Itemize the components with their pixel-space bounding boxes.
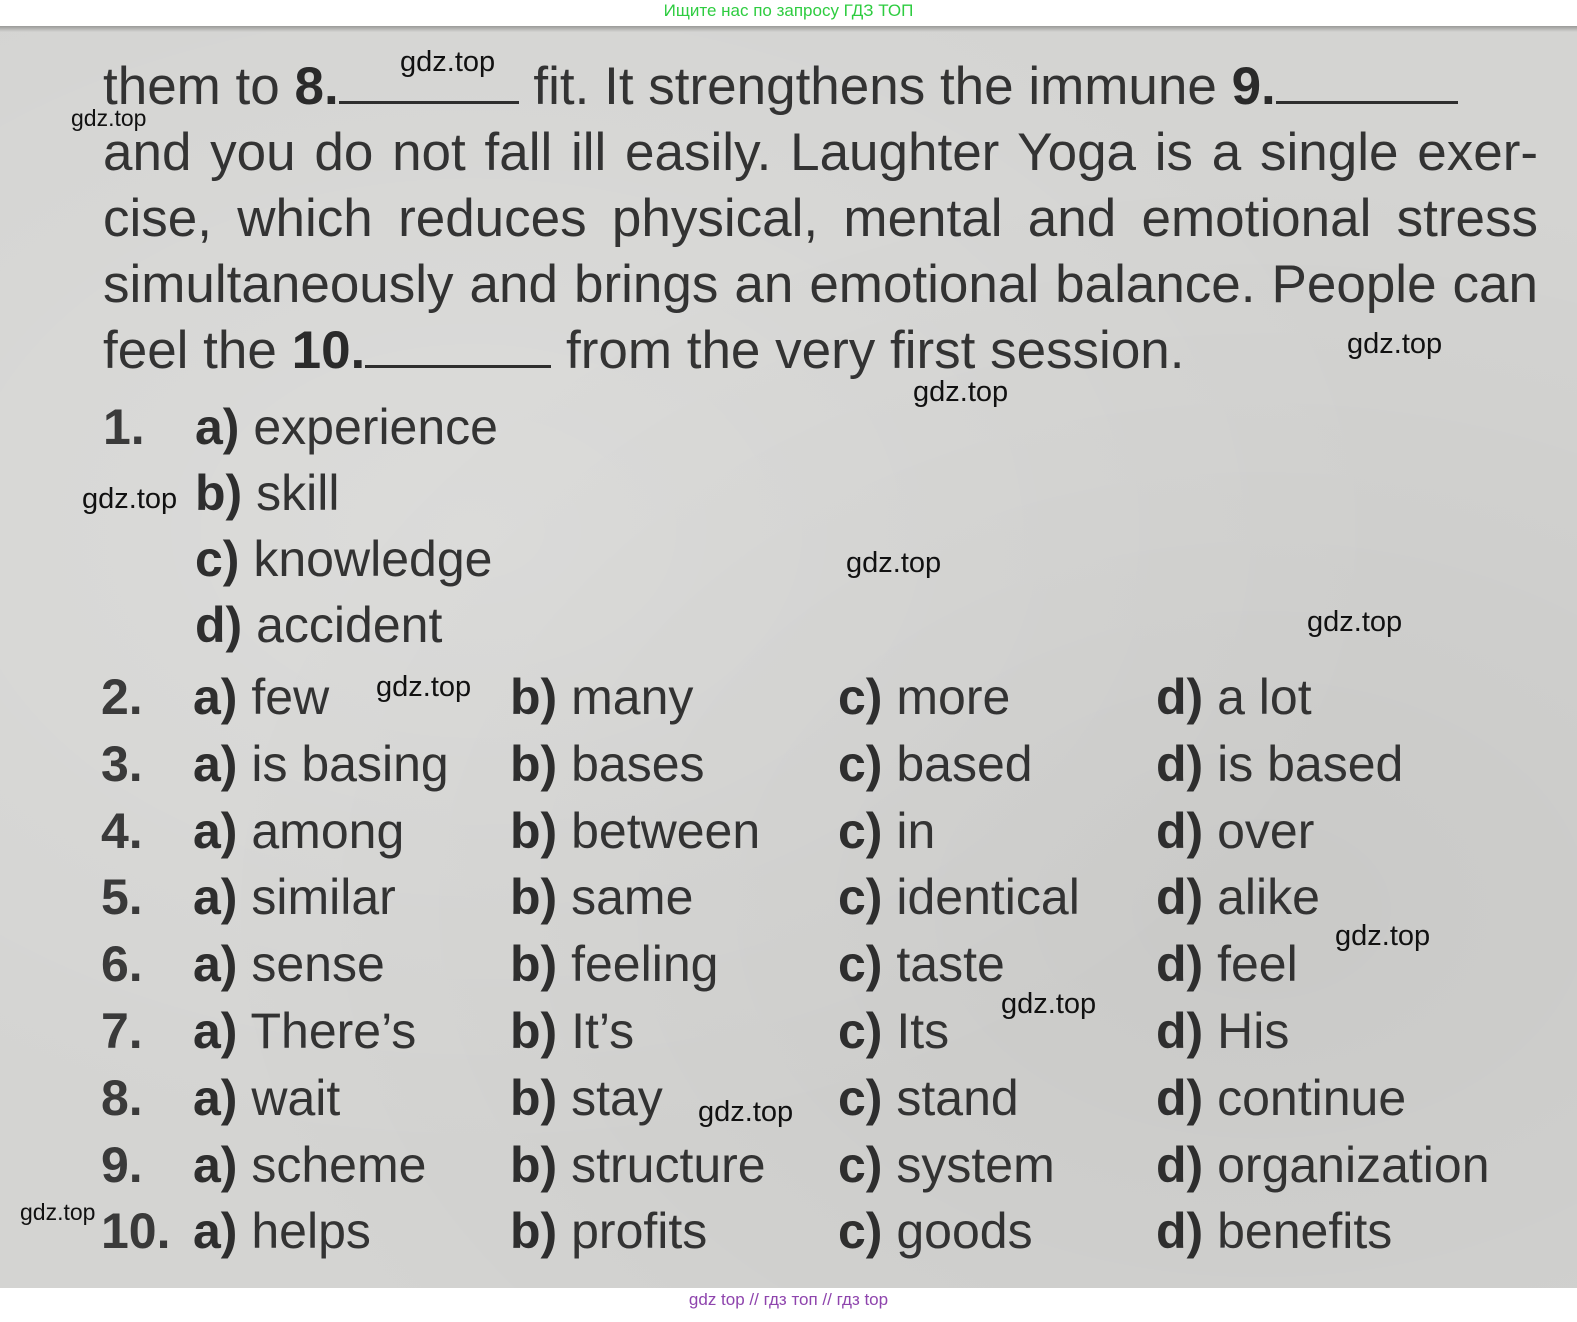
question-number <box>103 394 145 460</box>
gap-number-8: 8. <box>294 57 339 116</box>
option-text: structure <box>571 1136 766 1193</box>
option-letter: b) <box>510 1136 558 1193</box>
option-letter: b) <box>510 936 558 993</box>
option-7d <box>1156 998 1289 1064</box>
option-letter: b) <box>510 1069 558 1126</box>
option-letter: d) <box>1156 1069 1204 1126</box>
watermark: gdz.top <box>400 46 496 78</box>
option-9d <box>1156 1132 1490 1198</box>
question-number <box>101 1198 171 1264</box>
passage-line-3: cise, which reduces physical, mental and emotional stress <box>103 189 1538 248</box>
option-text: His <box>1217 1003 1290 1059</box>
question-5-number: 5. <box>101 869 143 926</box>
watermark: gdz.top <box>698 1096 794 1128</box>
option-text: system <box>896 1136 1055 1193</box>
watermark: gdz.top <box>1001 988 1097 1020</box>
page-top-edge <box>0 26 1577 32</box>
option-letter: d) <box>1156 936 1204 993</box>
question-3-number: 3. <box>101 735 143 792</box>
option-text: skill <box>256 465 340 521</box>
option-text: identical <box>896 869 1080 926</box>
option-letter: d) <box>195 597 243 653</box>
option-text: based <box>896 735 1033 792</box>
option-1d <box>195 592 442 658</box>
option-text: organization <box>1217 1136 1490 1193</box>
option-letter: a) <box>193 1203 238 1260</box>
question-6-number: 6. <box>101 936 143 993</box>
option-text: sense <box>251 936 385 993</box>
option-letter: b) <box>510 1203 558 1260</box>
watermark: gdz.top <box>1335 920 1431 952</box>
option-letter: c) <box>838 1069 883 1126</box>
option-text: among <box>251 802 405 859</box>
option-text: wait <box>251 1069 341 1126</box>
option-text: experience <box>253 399 498 455</box>
bottom-banner: gdz top // гдз топ // гдз top <box>0 1288 1577 1322</box>
option-5c <box>838 864 1080 930</box>
question-number <box>101 664 143 730</box>
passage-line-2: and you do not fall ill easily. Laughter Yoga is a single exer- <box>103 123 1538 182</box>
option-text: feel <box>1217 936 1298 993</box>
question-number <box>101 864 143 930</box>
question-number <box>101 1132 143 1198</box>
option-letter: a) <box>193 802 238 859</box>
option-text: is based <box>1217 735 1404 792</box>
option-text: knowledge <box>253 531 493 587</box>
option-text: There’s <box>250 1003 417 1059</box>
option-2c <box>838 664 1010 730</box>
option-7c <box>838 998 949 1064</box>
passage-text: fit. It strengthens the immune <box>518 57 1232 116</box>
option-10a <box>193 1198 371 1264</box>
option-4a <box>193 798 404 864</box>
option-3a <box>193 731 449 797</box>
passage-text: them to <box>103 57 295 116</box>
option-text: a lot <box>1217 669 1312 725</box>
option-letter: c) <box>838 1003 883 1059</box>
option-letter: a) <box>193 669 238 725</box>
option-6d <box>1156 931 1298 997</box>
option-letter: a) <box>193 1069 238 1126</box>
option-6a <box>193 931 385 997</box>
option-text: is basing <box>251 735 449 792</box>
option-letter: c) <box>838 936 883 993</box>
option-text: more <box>896 669 1011 725</box>
option-letter: a) <box>195 399 240 455</box>
option-letter: a) <box>193 1003 238 1059</box>
question-7-number: 7. <box>101 1003 143 1059</box>
question-4-number: 4. <box>101 802 143 859</box>
option-4b <box>510 798 760 864</box>
gap-number-10: 10. <box>291 321 366 380</box>
option-letter: d) <box>1156 869 1204 926</box>
option-text: It’s <box>571 1003 635 1059</box>
option-2a <box>193 664 329 730</box>
option-7a <box>193 998 416 1064</box>
option-4d <box>1156 798 1314 864</box>
option-8b <box>510 1065 663 1131</box>
question-2-number: 2. <box>101 669 143 725</box>
option-text: in <box>896 802 936 859</box>
passage-line-5 <box>103 318 1538 384</box>
option-letter: c) <box>838 669 883 725</box>
option-8a <box>193 1065 340 1131</box>
option-text: feeling <box>571 936 719 993</box>
passage-line-4: simultaneously and brings an emotional balance. People can <box>103 255 1538 314</box>
option-text: profits <box>571 1203 708 1260</box>
watermark: gdz.top <box>82 483 178 515</box>
option-5a <box>193 864 396 930</box>
option-letter: c) <box>838 1203 883 1260</box>
option-letter: d) <box>1156 735 1204 792</box>
option-letter: a) <box>193 1136 238 1193</box>
passage-text: feel the <box>103 321 292 380</box>
option-text: similar <box>251 869 396 926</box>
option-text: helps <box>251 1203 371 1260</box>
reading-passage <box>103 54 1538 384</box>
option-letter: b) <box>510 802 558 859</box>
option-5d <box>1156 864 1320 930</box>
option-text: stand <box>896 1069 1019 1126</box>
option-text: alike <box>1217 869 1320 926</box>
option-5b <box>510 864 693 930</box>
option-text: accident <box>256 597 443 653</box>
option-letter: c) <box>838 869 883 926</box>
option-text: few <box>251 669 330 725</box>
watermark: gdz.top <box>1347 328 1443 360</box>
option-letter: b) <box>510 1003 558 1059</box>
option-4c <box>838 798 935 864</box>
option-letter: d) <box>1156 1203 1204 1260</box>
question-number <box>101 731 143 797</box>
option-1a <box>195 394 498 460</box>
option-letter: a) <box>193 936 238 993</box>
option-letter: a) <box>193 735 238 792</box>
watermark: gdz.top <box>1307 606 1403 638</box>
option-text: taste <box>896 936 1005 993</box>
option-10b <box>510 1198 707 1264</box>
option-1c <box>195 526 492 592</box>
option-letter: c) <box>838 735 883 792</box>
gap-blank-10 <box>365 325 551 368</box>
passage-text: from the very first session. <box>551 321 1185 380</box>
option-10d <box>1156 1198 1392 1264</box>
option-text: scheme <box>251 1136 427 1193</box>
watermark: gdz.top <box>71 105 147 131</box>
option-3c <box>838 731 1033 797</box>
option-letter: d) <box>1156 1003 1204 1059</box>
option-text: stay <box>571 1069 663 1126</box>
question-10-number: 10. <box>101 1203 171 1260</box>
passage-line-1 <box>103 54 1538 120</box>
option-text: over <box>1217 802 1315 859</box>
option-letter: c) <box>838 802 883 859</box>
option-text: between <box>571 802 761 859</box>
watermark: gdz.top <box>846 547 942 579</box>
gap-number-9: 9. <box>1231 57 1276 116</box>
option-letter: a) <box>193 869 238 926</box>
option-8c <box>838 1065 1019 1131</box>
textbook-page <box>0 26 1577 1288</box>
option-8d <box>1156 1065 1406 1131</box>
question-8-number: 8. <box>101 1069 143 1126</box>
option-9a <box>193 1132 426 1198</box>
option-6c <box>838 931 1005 997</box>
option-letter: b) <box>510 669 558 725</box>
option-9c <box>838 1132 1055 1198</box>
option-text: same <box>571 869 694 926</box>
option-2d <box>1156 664 1312 730</box>
watermark: gdz.top <box>376 671 472 703</box>
option-3d <box>1156 731 1403 797</box>
option-text: continue <box>1217 1069 1407 1126</box>
gap-blank-9 <box>1276 61 1458 104</box>
option-letter: c) <box>195 531 240 587</box>
watermark: gdz.top <box>20 1199 96 1225</box>
option-2b <box>510 664 693 730</box>
option-text: benefits <box>1217 1203 1393 1260</box>
option-letter: d) <box>1156 1136 1204 1193</box>
option-6b <box>510 931 718 997</box>
option-text: Its <box>896 1003 950 1059</box>
option-text: many <box>571 669 694 725</box>
question-number <box>101 1065 143 1131</box>
question-number <box>101 998 143 1064</box>
option-text: bases <box>571 735 705 792</box>
question-number <box>101 798 143 864</box>
option-letter: b) <box>195 465 243 521</box>
option-9b <box>510 1132 766 1198</box>
option-7b <box>510 998 634 1064</box>
question-number <box>101 931 143 997</box>
top-banner: Ищите нас по запросу ГДЗ ТОП <box>0 0 1577 22</box>
option-text: goods <box>896 1203 1033 1260</box>
option-1b <box>195 460 339 526</box>
option-letter: b) <box>510 869 558 926</box>
option-letter: b) <box>510 735 558 792</box>
question-1-number: 1. <box>103 399 145 455</box>
option-letter: d) <box>1156 802 1204 859</box>
option-letter: d) <box>1156 669 1204 725</box>
option-letter: c) <box>838 1136 883 1193</box>
option-10c <box>838 1198 1033 1264</box>
option-3b <box>510 731 705 797</box>
watermark: gdz.top <box>913 376 1009 408</box>
question-9-number: 9. <box>101 1136 143 1193</box>
